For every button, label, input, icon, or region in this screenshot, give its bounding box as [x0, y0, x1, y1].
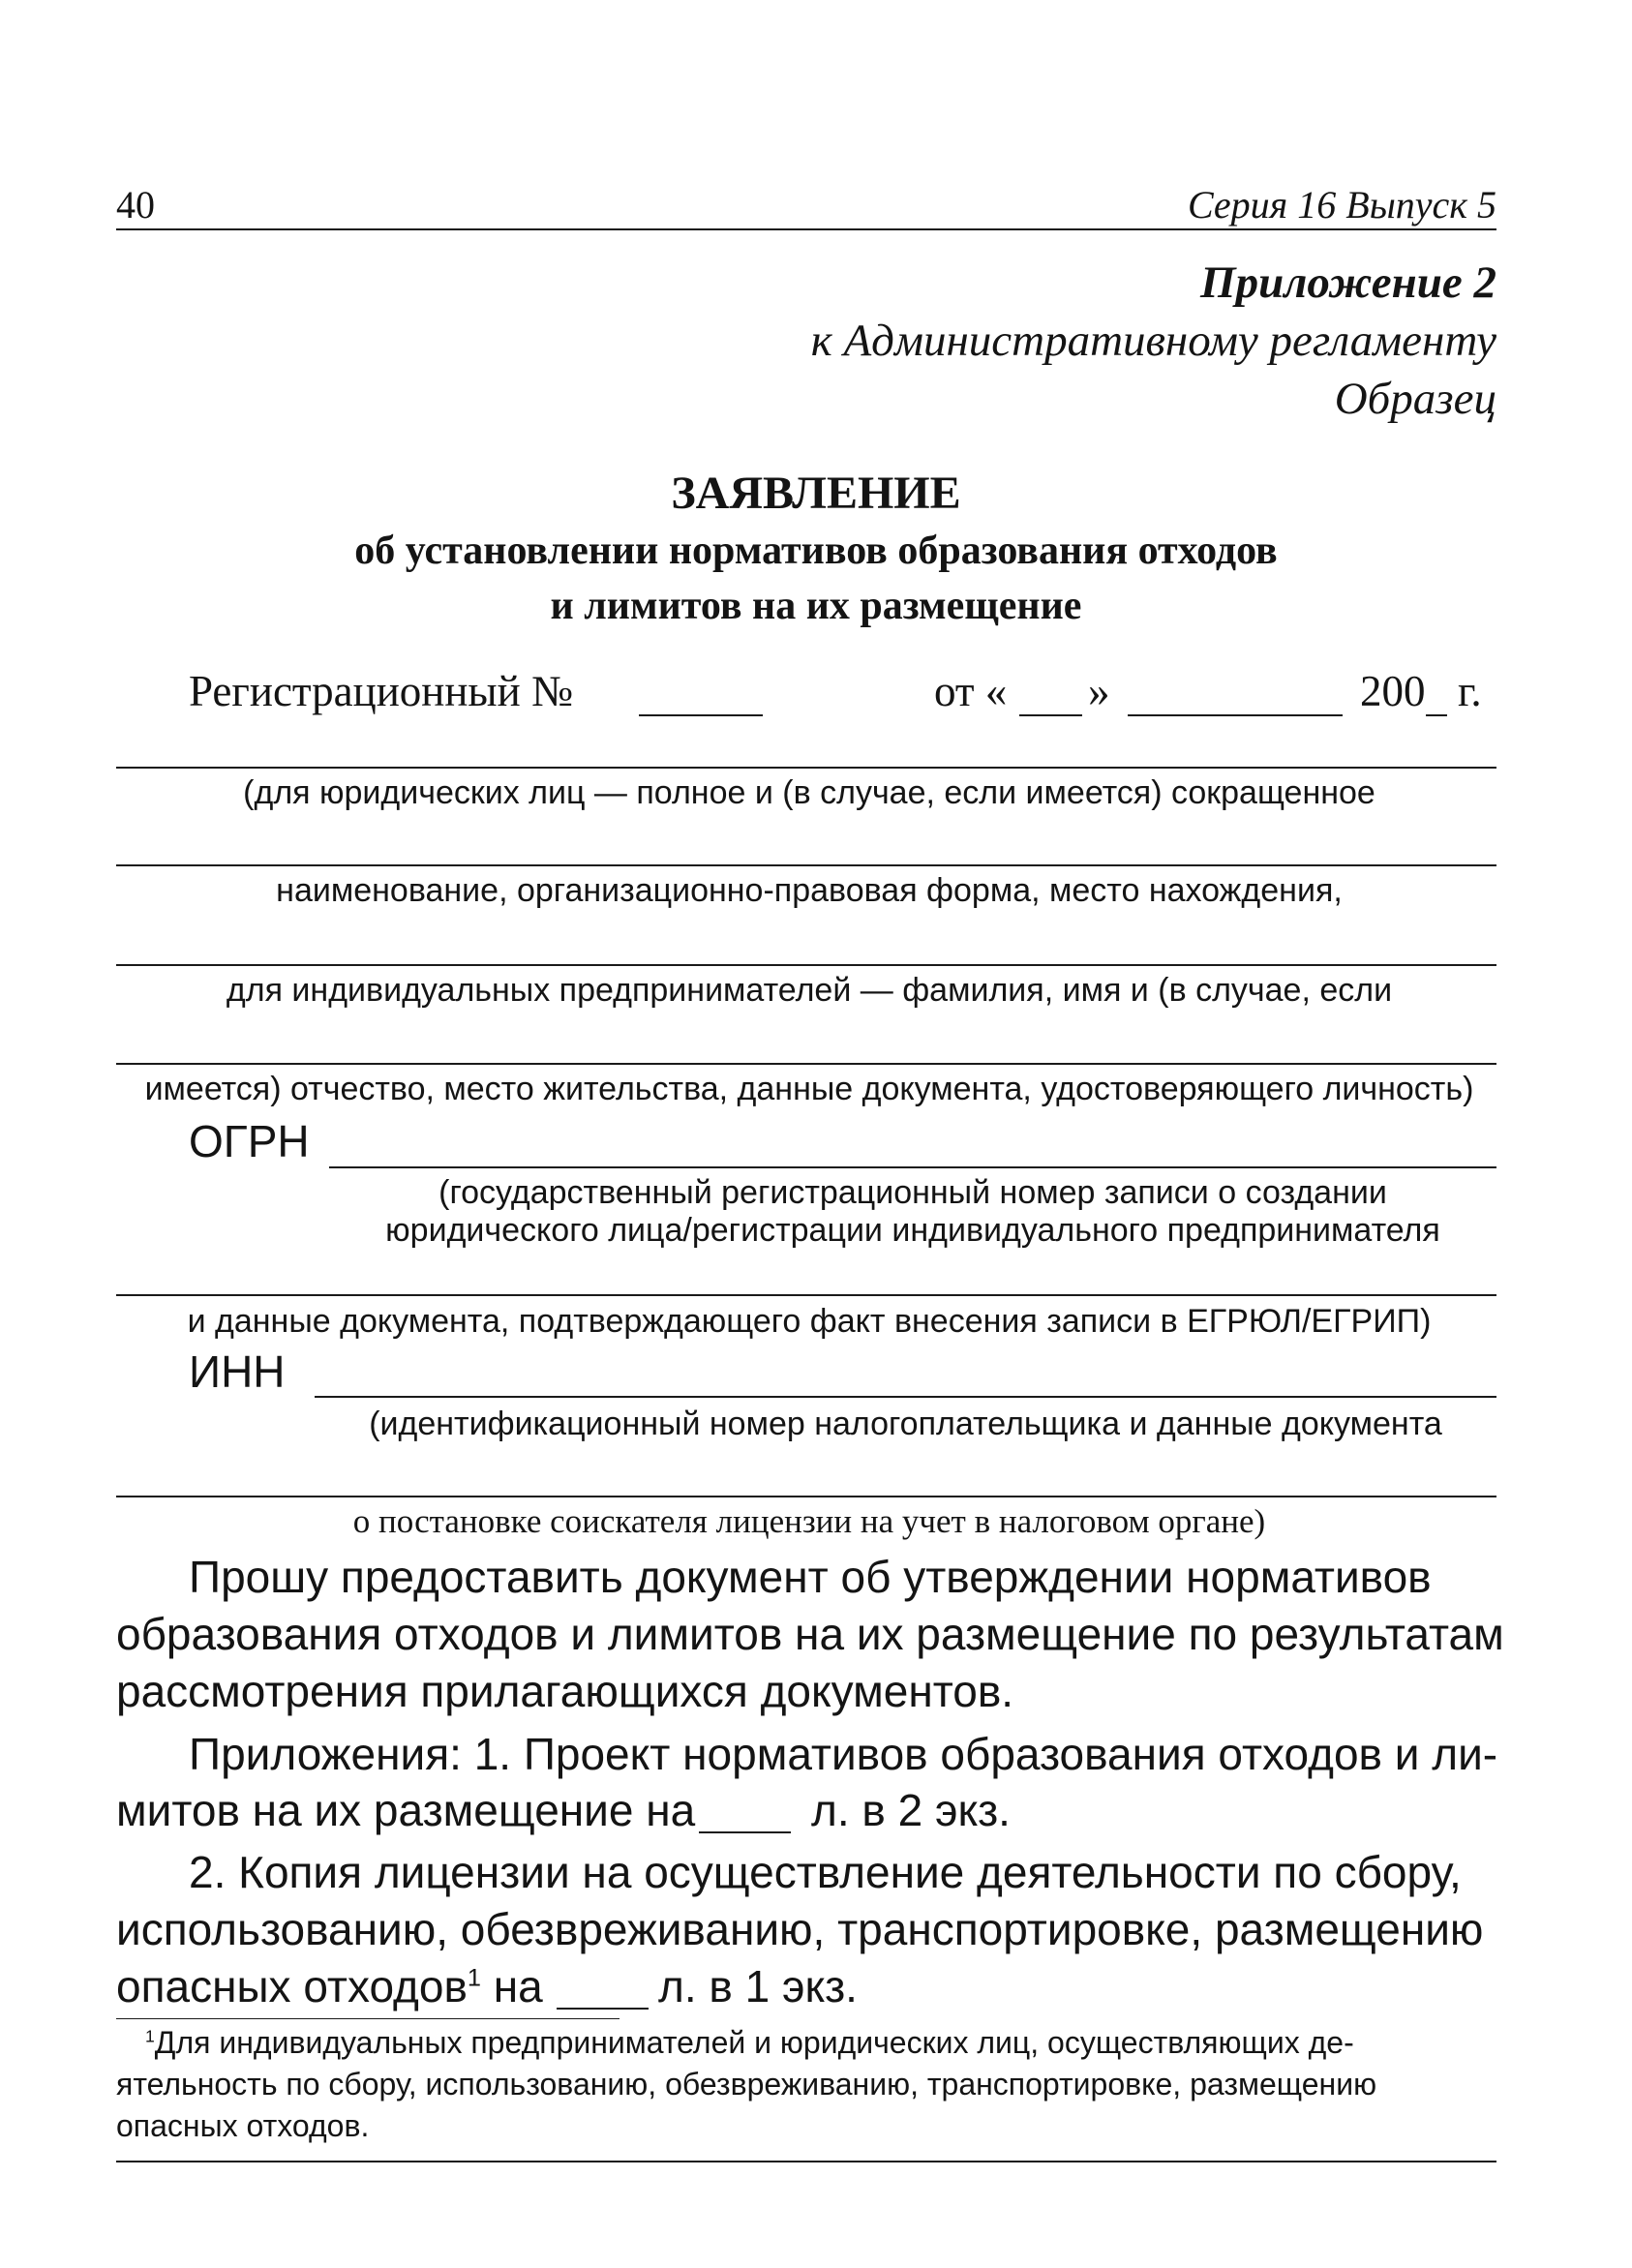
license-copy-line-3a: опасных отходов: [116, 1961, 468, 2011]
attachments-line-1: Приложения: 1. Проект нормативов образования отходов и ли-: [189, 1729, 1498, 1779]
ogrn-document-field[interactable]: [116, 1294, 1496, 1296]
applicant-name-field-2[interactable]: [116, 864, 1496, 866]
license-copy-line-1: 2. Копия лицензии на осуществление деятельности по сбору,: [189, 1847, 1462, 1897]
appendix-reference: к Административному регламенту: [810, 316, 1496, 366]
document-subtitle-1: об установлении нормативов образования отходов: [354, 529, 1278, 573]
date-day-field[interactable]: [1019, 714, 1082, 716]
date-quote-close: »: [1088, 667, 1110, 715]
document-subtitle-2: и лимитов на их размещение: [550, 584, 1082, 628]
series-label: Серия 16 Выпуск 5: [1187, 183, 1496, 227]
inn-document-field[interactable]: [116, 1496, 1496, 1497]
applicant-name-field-1[interactable]: [116, 767, 1496, 769]
ogrn-label: ОГРН: [189, 1116, 310, 1166]
registration-label: Регистрационный №: [189, 667, 573, 715]
caption-identity-document: имеется) отчество, место жительства, данные документа, удостоверяющего личность): [144, 1071, 1474, 1107]
request-line-2: образования отходов и лимитов на их размещение по результатам: [116, 1609, 1504, 1659]
footnote-reference: 1: [467, 1964, 481, 1992]
caption-ogrn-1: (государственный регистрационный номер записи о создании: [438, 1174, 1387, 1211]
date-from-label: от «: [934, 667, 1008, 715]
registration-number-field[interactable]: [639, 714, 763, 716]
footnote-rule: [116, 2018, 620, 2019]
caption-legal-entity: (для юридических лиц — полное и (в случае, если имеется) сокращенное: [243, 774, 1375, 811]
date-year-field[interactable]: [1426, 714, 1447, 716]
request-line-3: рассмотрения прилагающихся документов.: [116, 1666, 1014, 1716]
caption-inn-1: (идентификационный номер налогоплательщика и данные документа: [369, 1406, 1442, 1442]
license-copy-line-2: использованию, обезвреживанию, транспортировке, размещению: [116, 1904, 1484, 1954]
attachment-2-pages-field[interactable]: [557, 2008, 649, 2010]
caption-name-form-location: наименование, организационно-правовая форма, место нахождения,: [276, 872, 1343, 909]
applicant-name-field-3[interactable]: [116, 964, 1496, 966]
date-year-suffix: г.: [1458, 667, 1482, 715]
attachment-1-pages-field[interactable]: [699, 1831, 791, 1833]
footnote-marker: 1: [145, 2026, 155, 2046]
footnote-line-1: [145, 2025, 1354, 2061]
sample-label: Образец: [1334, 374, 1496, 424]
page-number: 40: [116, 183, 155, 227]
caption-entrepreneur: для индивидуальных предпринимателей — фамилия, имя и (в случае, если: [226, 972, 1393, 1009]
document-title: ЗАЯВЛЕНИЕ: [671, 468, 961, 519]
footnote-line-2: ятельность по сбору, использованию, обезвреживанию, транспортировке, размещению: [116, 2067, 1377, 2102]
request-line-1: Прошу предоставить документ об утверждении нормативов: [189, 1552, 1432, 1602]
footnote-line-3: опасных отходов.: [116, 2108, 370, 2143]
appendix-number: Приложение 2: [1200, 257, 1496, 308]
license-copy-line-3c: л. в 1 экз.: [658, 1961, 858, 2011]
date-month-field[interactable]: [1128, 714, 1343, 716]
caption-ogrn-2: юридического лица/регистрации индивидуального предпринимателя: [385, 1212, 1440, 1249]
caption-tax-registration: о постановке соискателя лицензии на учет в налоговом органе): [352, 1502, 1266, 1540]
ogrn-field[interactable]: [329, 1166, 1496, 1168]
date-year-prefix: 200: [1360, 667, 1426, 715]
footnote-text-1: Для индивидуальных предпринимателей и юридических лиц, осуществляющих де-: [154, 2025, 1354, 2060]
caption-egrul: и данные документа, подтверждающего факт внесения записи в ЕГРЮЛ/ЕГРИП): [187, 1303, 1432, 1340]
applicant-name-field-4[interactable]: [116, 1063, 1496, 1065]
attachments-line-2a: митов на их размещение на: [116, 1785, 696, 1835]
license-copy-line-3b: на: [493, 1961, 543, 2011]
header-rule: [116, 228, 1496, 230]
attachments-line-2b: л. в 2 экз.: [811, 1785, 1011, 1835]
inn-field[interactable]: [315, 1396, 1496, 1398]
inn-label: ИНН: [189, 1346, 286, 1397]
page-bottom-rule: [116, 2161, 1496, 2162]
license-copy-line-3: [116, 1960, 543, 2012]
